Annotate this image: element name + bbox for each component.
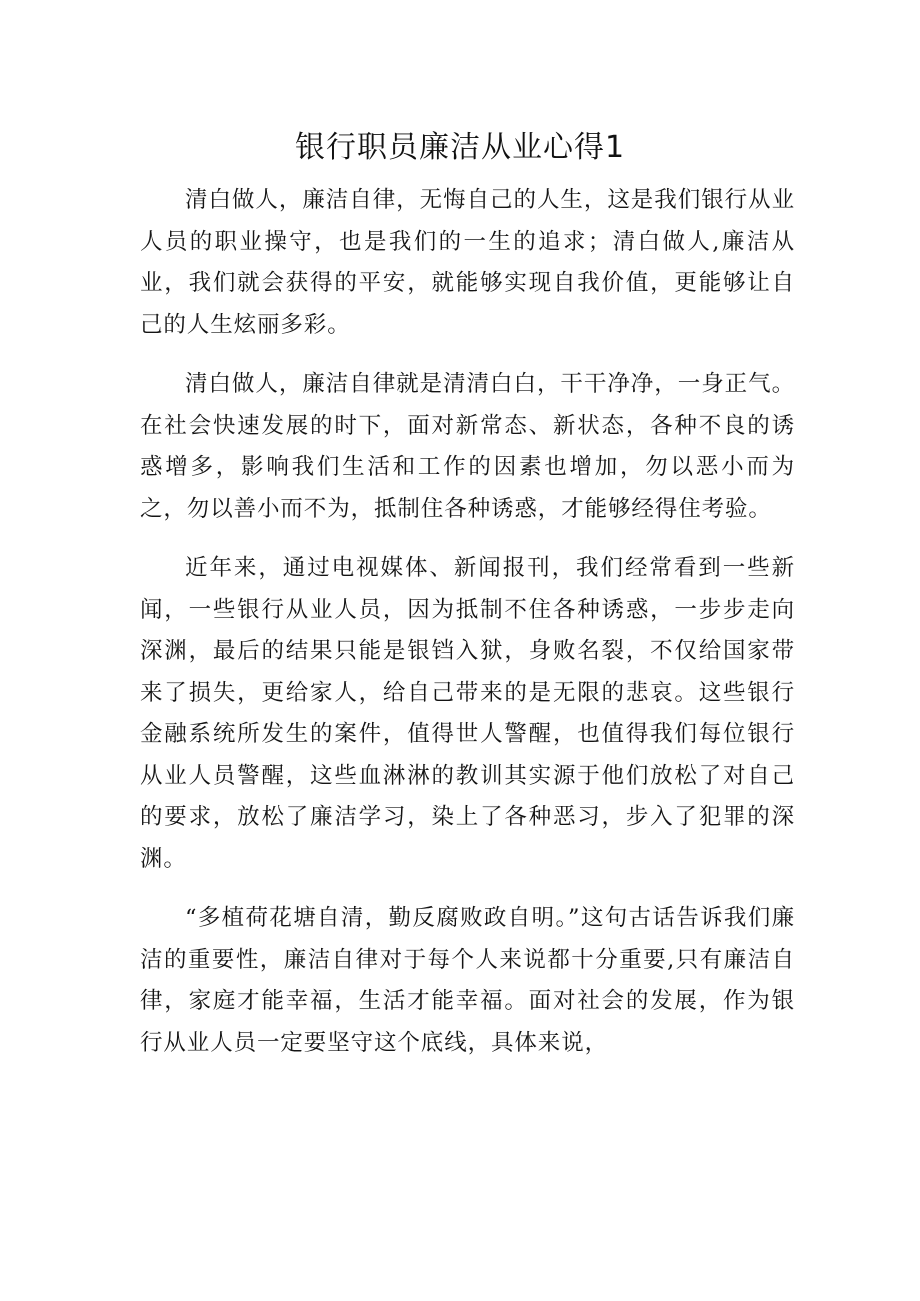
paragraph-3: 近年来，通过电视媒体、新闻报刊，我们经常看到一些新闻，一些银行从业人员，因为抵制不住各种诱惑，一步步走向深渊，最后的结果只能是银铛入狱，身败名裂，不仅给国家带来了损失，更给家人，给自己带来的是无限的悲哀。这些银行金融系统所发生的案件，值得世人警醒，也值得我们每位银行从业人员警醒，这些血淋淋的教训其实源于他们放松了对自己的要求，放松了廉洁学习，染上了各种恶习，步入了犯罪的深渊。 xyxy=(140,555,795,872)
document-body xyxy=(140,180,795,1082)
document-title: 银行职员廉洁从业心得1 xyxy=(294,130,626,165)
paragraph-1: 清白做人，廉洁自律，无悔自己的人生，这是我们银行从业人员的职业操守，也是我们的一生的追求；清白做人,廉洁从业，我们就会获得的平安，就能够实现自我价值，更能够让自己的人生炫丽多彩。 xyxy=(140,187,795,338)
paragraph-2: 清白做人，廉洁自律就是清清白白，干干净净，一身正气。在社会快速发展的时下，面对新常态、新状态，各种不良的诱惑增多，影响我们生活和工作的因素也增加，勿以恶小而为之，勿以善小而不为，抵制住各种诱惑，才能够经得住考验。 xyxy=(140,371,795,522)
paragraph-4: “多植荷花塘自清，勤反腐败政自明。”这句古话告诉我们廉洁的重要性，廉洁自律对于每个人来说都十分重要,只有廉洁自律，家庭才能幸福，生活才能幸福。面对社会的发展，作为银行从业人员一定要坚守这个底线，具体来说， xyxy=(140,905,795,1056)
